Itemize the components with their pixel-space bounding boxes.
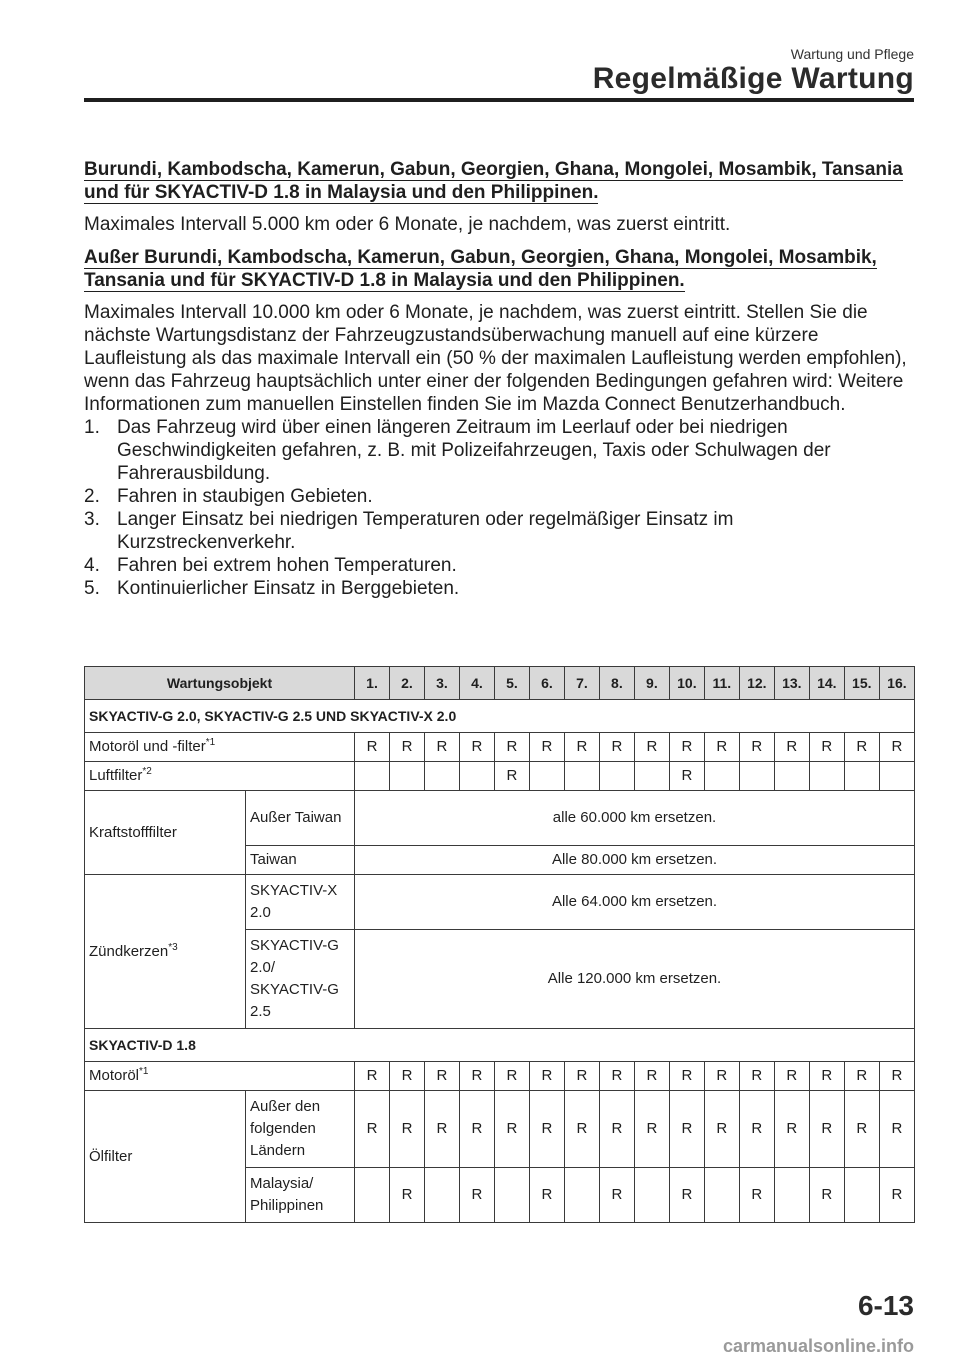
header-interval-col: 4. bbox=[459, 667, 494, 700]
interval-mark bbox=[459, 762, 494, 791]
interval-mark bbox=[355, 1168, 390, 1223]
interval-mark: R bbox=[879, 1168, 914, 1223]
interval-mark: R bbox=[459, 1168, 494, 1223]
interval-mark: R bbox=[879, 1062, 914, 1091]
table-row-motoroel-filter bbox=[85, 733, 915, 762]
interval-mark: R bbox=[774, 733, 809, 762]
interval-mark: R bbox=[704, 733, 739, 762]
interval-mark: R bbox=[494, 1091, 529, 1168]
interval-mark: R bbox=[669, 1168, 704, 1223]
condition-text: Fahren bei extrem hohen Temperaturen. bbox=[117, 555, 457, 576]
header-interval-col: 12. bbox=[739, 667, 774, 700]
conditions-list bbox=[84, 416, 914, 600]
interval-mark bbox=[634, 762, 669, 791]
interval-mark: R bbox=[599, 1062, 634, 1091]
condition-item bbox=[84, 508, 914, 554]
interval-mark: R bbox=[355, 1091, 390, 1168]
interval-mark: R bbox=[390, 1062, 425, 1091]
interval-mark: R bbox=[390, 733, 425, 762]
interval-mark: R bbox=[424, 733, 459, 762]
header-interval-col: 13. bbox=[774, 667, 809, 700]
interval-mark: R bbox=[879, 733, 914, 762]
interval-mark: R bbox=[704, 1062, 739, 1091]
interval-mark: R bbox=[739, 733, 774, 762]
interval-cell: Alle 80.000 km ersetzen. bbox=[355, 846, 915, 875]
footnote-ref: *1 bbox=[205, 737, 216, 748]
condition-text: Das Fahrzeug wird über einen längeren Zeitraum im Leerlauf oder bei niedrigen Geschwindigkeiten gefahren, z. B. mit Polizeifahrzeugen, Taxis oder Schulwagen der Fahrerausbildung. bbox=[117, 417, 831, 484]
condition-item bbox=[84, 554, 914, 577]
interval-mark bbox=[494, 1168, 529, 1223]
footnote-ref: *2 bbox=[142, 766, 152, 777]
interval-mark: R bbox=[739, 1091, 774, 1168]
footnote-ref: *3 bbox=[168, 941, 178, 953]
condition-number: 3. bbox=[84, 509, 100, 530]
item-label: Kraftstofffilter bbox=[85, 791, 246, 875]
condition-number: 1. bbox=[84, 417, 100, 438]
header-interval-col: 7. bbox=[564, 667, 599, 700]
header-interval-col: 6. bbox=[529, 667, 564, 700]
interval-mark bbox=[879, 762, 914, 791]
interval-cell: Alle 120.000 km ersetzen. bbox=[355, 930, 915, 1029]
interval-mark: R bbox=[704, 1091, 739, 1168]
table-header-row bbox=[85, 667, 915, 700]
interval-mark: R bbox=[599, 1168, 634, 1223]
interval-mark: R bbox=[634, 733, 669, 762]
header-interval-col: 10. bbox=[669, 667, 704, 700]
interval-mark: R bbox=[459, 733, 494, 762]
item-label: Luftfilter$^{*2}$ bbox=[85, 762, 355, 791]
table-row-kraftstofffilter-1 bbox=[85, 791, 915, 846]
interval-mark bbox=[424, 762, 459, 791]
header-interval-col: 15. bbox=[844, 667, 879, 700]
interval-mark bbox=[844, 762, 879, 791]
sub-label: Malaysia/ Philippinen bbox=[246, 1168, 355, 1223]
interval-mark bbox=[774, 1168, 809, 1223]
interval-mark: R bbox=[669, 762, 704, 791]
interval-mark bbox=[564, 1168, 599, 1223]
table-row-zuendkerzen-1 bbox=[85, 875, 915, 930]
interval-mark: R bbox=[634, 1091, 669, 1168]
interval-mark: R bbox=[424, 1062, 459, 1091]
header-interval-col: 2. bbox=[390, 667, 425, 700]
section-row-gasoline bbox=[85, 700, 915, 733]
interval-mark bbox=[564, 762, 599, 791]
interval-mark: R bbox=[599, 733, 634, 762]
interval-mark: R bbox=[355, 1062, 390, 1091]
interval-mark: R bbox=[564, 1091, 599, 1168]
condition-text: Langer Einsatz bei niedrigen Temperaturen oder regelmäßiger Einsatz im Kurzstreckenverkehr. bbox=[117, 509, 734, 553]
condition-item bbox=[84, 485, 914, 508]
sub-label: Außer den folgenden Ländern bbox=[246, 1091, 355, 1168]
item-label: Motoröl$^{*1}$ bbox=[85, 1062, 355, 1091]
header-interval-col: 16. bbox=[879, 667, 914, 700]
interval-mark: R bbox=[809, 1062, 844, 1091]
interval-mark: R bbox=[390, 1168, 425, 1223]
condition-text: Fahren in staubigen Gebieten. bbox=[117, 486, 373, 507]
item-label: Zündkerzen$^{*3}$ bbox=[85, 875, 246, 1029]
interval-mark bbox=[529, 762, 564, 791]
interval-mark: R bbox=[494, 1062, 529, 1091]
table-row-motoroel bbox=[85, 1062, 915, 1091]
header-divider bbox=[84, 98, 914, 102]
header-interval-col: 14. bbox=[809, 667, 844, 700]
condition-number: 2. bbox=[84, 486, 100, 507]
region-heading-1: Burundi, Kambodscha, Kamerun, Gabun, Georgien, Ghana, Mongolei, Mosambik, Tansania und für SKYACTIV-D 1.8 in Malaysia und den Philippinen. bbox=[84, 159, 903, 203]
interval-mark bbox=[809, 762, 844, 791]
interval-mark bbox=[599, 762, 634, 791]
header-interval-col: 9. bbox=[634, 667, 669, 700]
section-label: SKYACTIV-D 1.8 bbox=[85, 1029, 915, 1062]
interval-mark: R bbox=[529, 1168, 564, 1223]
condition-item bbox=[84, 577, 914, 600]
interval-mark: R bbox=[599, 1091, 634, 1168]
interval-mark: R bbox=[355, 733, 390, 762]
interval-mark bbox=[355, 762, 390, 791]
interval-mark: R bbox=[774, 1091, 809, 1168]
interval-cell: alle 60.000 km ersetzen. bbox=[355, 791, 915, 846]
interval-mark: R bbox=[669, 1091, 704, 1168]
header-interval-col: 11. bbox=[704, 667, 739, 700]
interval-mark: R bbox=[809, 733, 844, 762]
watermark: carmanualsonline.info bbox=[722, 1336, 914, 1356]
interval-mark bbox=[844, 1168, 879, 1223]
interval-mark: R bbox=[774, 1062, 809, 1091]
interval-mark: R bbox=[844, 1091, 879, 1168]
interval-mark bbox=[634, 1168, 669, 1223]
header-interval-col: 1. bbox=[355, 667, 390, 700]
page-number: 6-13 bbox=[857, 1290, 914, 1321]
interval-mark: R bbox=[634, 1062, 669, 1091]
condition-text: Kontinuierlicher Einsatz in Berggebieten. bbox=[117, 578, 460, 599]
header-interval-col: 3. bbox=[424, 667, 459, 700]
sub-label: Taiwan bbox=[246, 846, 355, 875]
interval-mark: R bbox=[739, 1168, 774, 1223]
footnote-ref: *1 bbox=[139, 1066, 149, 1077]
table-row-luftfilter bbox=[85, 762, 915, 791]
table-row-oelfilter-1 bbox=[85, 1091, 915, 1168]
header-interval-col: 5. bbox=[494, 667, 529, 700]
item-label: Ölfilter bbox=[85, 1091, 246, 1223]
interval-mark: R bbox=[459, 1062, 494, 1091]
interval-mark: R bbox=[494, 733, 529, 762]
condition-number: 4. bbox=[84, 555, 100, 576]
interval-mark: R bbox=[494, 762, 529, 791]
interval-mark: R bbox=[564, 733, 599, 762]
interval-mark: R bbox=[844, 733, 879, 762]
interval-mark: R bbox=[529, 733, 564, 762]
interval-mark bbox=[390, 762, 425, 791]
item-label: Motoröl und -filter$^{*1}$ bbox=[85, 733, 355, 762]
interval-mark: R bbox=[424, 1091, 459, 1168]
interval-mark: R bbox=[809, 1091, 844, 1168]
interval-cell: Alle 64.000 km ersetzen. bbox=[355, 875, 915, 930]
interval-mark: R bbox=[739, 1062, 774, 1091]
interval-mark: R bbox=[390, 1091, 425, 1168]
interval-mark: R bbox=[809, 1168, 844, 1223]
spacer bbox=[84, 236, 914, 246]
interval-mark: R bbox=[669, 733, 704, 762]
sub-label: SKYACTIV-X 2.0 bbox=[246, 875, 355, 930]
interval-mark bbox=[424, 1168, 459, 1223]
sub-label: Außer Taiwan bbox=[246, 791, 355, 846]
section-label: SKYACTIV-G 2.0, SKYACTIV-G 2.5 UND SKYACTIV-X 2.0 bbox=[85, 700, 915, 733]
region-heading-2: Außer Burundi, Kambodscha, Kamerun, Gabun, Georgien, Ghana, Mongolei, Mosambik, Tansania und für SKYACTIV-D 1.8 in Malaysia und den Philippinen. bbox=[84, 247, 877, 291]
interval-mark: R bbox=[669, 1062, 704, 1091]
section-row-diesel bbox=[85, 1029, 915, 1062]
header-interval-col: 8. bbox=[599, 667, 634, 700]
interval-mark: R bbox=[459, 1091, 494, 1168]
interval-mark bbox=[774, 762, 809, 791]
interval-mark bbox=[704, 1168, 739, 1223]
sub-label: SKYACTIV-G 2.0/ SKYACTIV-G 2.5 bbox=[246, 930, 355, 1029]
interval-mark: R bbox=[879, 1091, 914, 1168]
condition-item bbox=[84, 416, 914, 485]
interval-mark: R bbox=[844, 1062, 879, 1091]
condition-number: 5. bbox=[84, 578, 100, 599]
interval-mark: R bbox=[529, 1062, 564, 1091]
body-text bbox=[84, 158, 914, 600]
interval-mark bbox=[704, 762, 739, 791]
page-title: Regelmäßige Wartung bbox=[592, 62, 914, 95]
chapter-label: Wartung und Pflege bbox=[790, 46, 914, 62]
interval-mark: R bbox=[564, 1062, 599, 1091]
interval-mark: R bbox=[529, 1091, 564, 1168]
interval-text-2: Maximales Intervall 10.000 km oder 6 Monate, je nachdem, was zuerst eintritt. Stellen Sie die nächste Wartungsdistanz der Fahrzeugzustandsüberwachung manuell auf eine kürzere Laufleistung als das maximale Intervall ein (50 % der maximalen Laufleistung werden empfohlen), wenn das Fahrzeug hauptsächlich unter einer der folgenden Bedingungen gefahren wird: Weitere Informationen zum manuellen Einstellen finden Sie im Mazda Connect Benutzerhandbuch. bbox=[84, 302, 907, 415]
header-maintenance-item: Wartungsobjekt bbox=[85, 667, 355, 700]
interval-text-1: Maximales Intervall 5.000 km oder 6 Monate, je nachdem, was zuerst eintritt. bbox=[84, 214, 731, 235]
interval-mark bbox=[739, 762, 774, 791]
maintenance-table bbox=[84, 666, 915, 1223]
